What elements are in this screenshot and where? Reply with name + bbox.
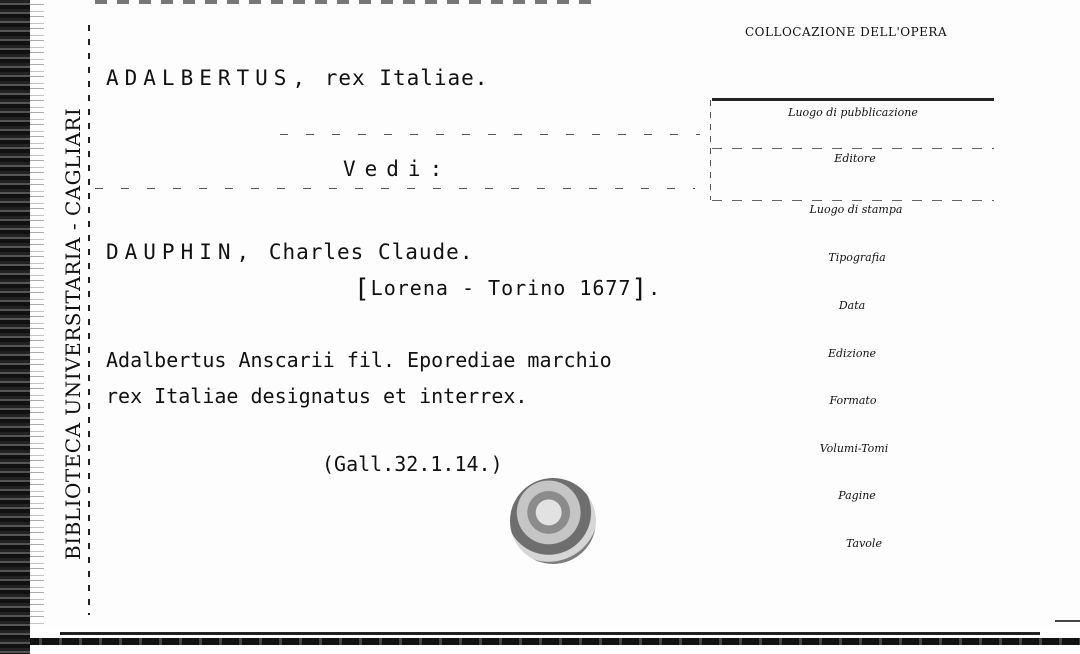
scan-mark <box>1055 620 1080 622</box>
description-line-2: rex Italiae designatus et interrex. <box>106 384 528 408</box>
library-stamp: BIBLIOTECA UNIVERSITARIA - CAGLIARI <box>61 107 85 560</box>
field-edizione: Edizione <box>827 347 877 360</box>
bracket-close: ] <box>631 274 649 304</box>
author-name: DAUPHIN, <box>106 240 256 264</box>
field-luogo-pubblicazione: Luogo di pubblicazione <box>788 106 918 119</box>
bracket-open: [ <box>354 274 371 304</box>
panel-top-rule <box>712 98 994 101</box>
author-note-text: Lorena - Torino 1677 <box>370 276 632 300</box>
field-tavole: Tavole <box>846 537 882 550</box>
heading-entry <box>106 66 488 90</box>
shelfmark: (Gall.32.1.14.) <box>322 452 503 476</box>
field-separator <box>712 200 994 201</box>
field-separator <box>712 148 994 149</box>
field-editore: Editore <box>834 152 876 165</box>
description-line-1: Adalbertus Anscarii fil. Eporediae marchio <box>106 348 612 372</box>
scan-edge-noise <box>30 0 44 654</box>
field-data: Data <box>838 299 866 312</box>
see-reference-label: Vedi: <box>343 157 452 181</box>
divider-line <box>95 188 695 189</box>
panel-left-rule <box>710 100 711 200</box>
field-tipografia: Tipografia <box>828 251 886 264</box>
field-luogo-stampa: Luogo di stampa <box>809 203 903 216</box>
heading-rest: rex Italiae. <box>324 66 489 90</box>
field-volumi-tomi: Volumi-Tomi <box>819 442 889 455</box>
divider-line <box>280 134 700 135</box>
panel-title: COLLOCAZIONE DELL'OPERA <box>745 25 948 39</box>
author-rest: Charles Claude. <box>268 240 474 264</box>
library-seal-icon <box>510 478 596 564</box>
field-formato: Formato <box>829 394 877 407</box>
heading-name: ADALBERTUS, <box>106 66 312 90</box>
top-border <box>95 0 595 4</box>
margin-rule <box>88 25 90 615</box>
scan-edge-bottom <box>30 628 1080 654</box>
author-note: [Lorena - Torino 1677]. <box>354 274 662 304</box>
field-pagine: Pagine <box>838 489 876 502</box>
scan-edge-left <box>0 0 30 654</box>
author-entry <box>106 240 473 264</box>
